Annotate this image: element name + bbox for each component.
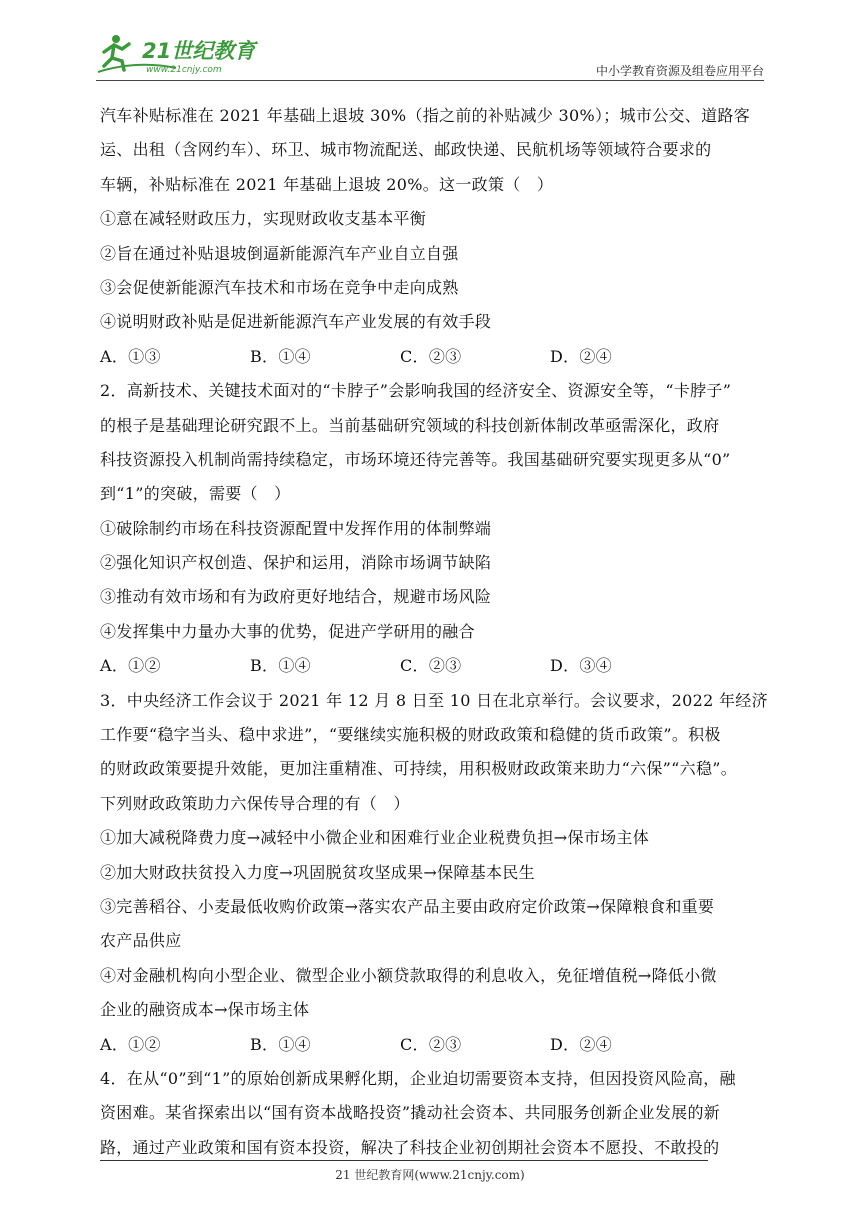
- option-a: A．①②: [100, 656, 161, 676]
- statement: ①加大减税降费力度→减轻中小微企业和困难行业企业税费负担→保市场主体: [100, 828, 650, 848]
- statement: 农产品供应: [100, 931, 182, 951]
- option-d: D．②④: [550, 1034, 613, 1054]
- question-text-line: 3．中央经济工作会议于 2021 年 12 月 8 日至 10 日在北京举行。会议要求，2022 年经济: [100, 690, 768, 710]
- question-3: [100, 684, 768, 1062]
- header-platform-label: 中小学教育资源及组卷应用平台: [595, 64, 764, 78]
- statement: ③推动有效市场和有为政府更好地结合，规避市场风险: [100, 587, 492, 607]
- statement: ④发挥集中力量办大事的优势，促进产学研用的融合: [100, 621, 475, 641]
- question-text-line: 资困难。某省探索出以“国有资本战略投资”撬动社会资本、共同服务创新企业发展的新: [100, 1103, 721, 1123]
- question-text-line: 车辆，补贴标准在 2021 年基础上退坡 20%。这一政策（ ）: [100, 174, 554, 194]
- option-a: A．①③: [100, 346, 161, 366]
- question-text-line: 2．高新技术、关键技术面对的“卡脖子”会影响我国的经济安全、资源安全等，“卡脖子”: [100, 381, 732, 401]
- question-text-line: 4．在从“0”到“1”的原始创新成果孵化期，企业迫切需要资本支持，但因投资风险高，融: [100, 1068, 736, 1088]
- question-text-line: 运、出租（含网约车）、环卫、城市物流配送、邮政快递、民航机场等领域符合要求的: [100, 140, 712, 160]
- option-c: C．②③: [400, 346, 462, 366]
- option-a: A．①②: [100, 1034, 161, 1054]
- option-d: D．②④: [550, 346, 613, 366]
- answer-options: [100, 340, 764, 374]
- statement: ③完善稻谷、小麦最低收购价政策→落实农产品主要由政府定价政策→保障粮食和重要: [100, 896, 715, 916]
- statement: ②旨在通过补贴退坡倒逼新能源汽车产业自立自强: [100, 243, 459, 263]
- document-body: [100, 99, 768, 1165]
- question-2: [100, 374, 764, 684]
- option-c: C．②③: [400, 656, 462, 676]
- statement: ①破除制约市场在科技资源配置中发挥作用的体制弊端: [100, 518, 492, 538]
- option-d: D．③④: [550, 656, 613, 676]
- statement: 企业的融资成本→保市场主体: [100, 1000, 310, 1020]
- statement: ④说明财政补贴是促进新能源汽车产业发展的有效手段: [100, 312, 492, 332]
- question-text-line: 到“1”的突破，需要（ ）: [100, 484, 291, 504]
- option-b: B．①④: [250, 1034, 311, 1054]
- logo-title: 21世纪教育: [142, 39, 256, 63]
- statement: ④对金融机构向小型企业、微型企业小额贷款取得的利息收入，免征增值税→降低小微: [100, 965, 717, 985]
- question-4: [100, 1062, 764, 1165]
- answer-options: [100, 649, 764, 683]
- logo-url: www.21cnjy.com: [146, 65, 222, 75]
- answer-options: [100, 1028, 764, 1062]
- question-1: [100, 99, 764, 374]
- question-text-line: 汽车补贴标准在 2021 年基础上退坡 30%（指之前的补贴减少 30%）；城市公交、道路客: [100, 106, 750, 125]
- question-text-line: 路，通过产业政策和国有资本投资，解决了科技企业初创期社会资本不愿投、不敢投的: [100, 1137, 720, 1157]
- option-c: C．②③: [400, 1034, 462, 1054]
- question-text-line: 工作要“稳字当头、稳中求进”，“要继续实施积极的财政政策和稳健的货币政策”。积极: [100, 725, 721, 745]
- header-divider: [96, 80, 764, 81]
- footer-divider: [100, 1160, 708, 1161]
- option-b: B．①④: [250, 346, 311, 366]
- question-text-line: 科技资源投入机制尚需持续稳定，市场环境还待完善等。我国基础研究要实现更多从“0”: [100, 449, 731, 469]
- page-header: [96, 30, 764, 82]
- statement: ③会促使新能源汽车技术和市场在竞争中走向成熟: [100, 277, 459, 297]
- statement: ①意在减轻财政压力，实现财政收支基本平衡: [100, 209, 427, 229]
- question-text-line: 下列财政政策助力六保传导合理的有（ ）: [100, 793, 410, 813]
- site-logo: [96, 30, 266, 80]
- question-text-line: 的根子是基础理论研究跟不上。当前基础研究领域的科技创新体制改革亟需深化，政府: [100, 415, 720, 435]
- page-footer: 21 世纪教育网(www.21cnjy.com): [335, 1168, 525, 1182]
- option-b: B．①④: [250, 656, 311, 676]
- statement: ②强化知识产权创造、保护和运用，消除市场调节缺陷: [100, 553, 492, 573]
- question-text-line: 的财政政策要提升效能，更加注重精准、可持续，用积极财政政策来助力“六保”“六稳”。: [100, 759, 738, 779]
- statement: ②加大财政扶贫投入力度→巩固脱贫攻坚成果→保障基本民生: [100, 862, 535, 882]
